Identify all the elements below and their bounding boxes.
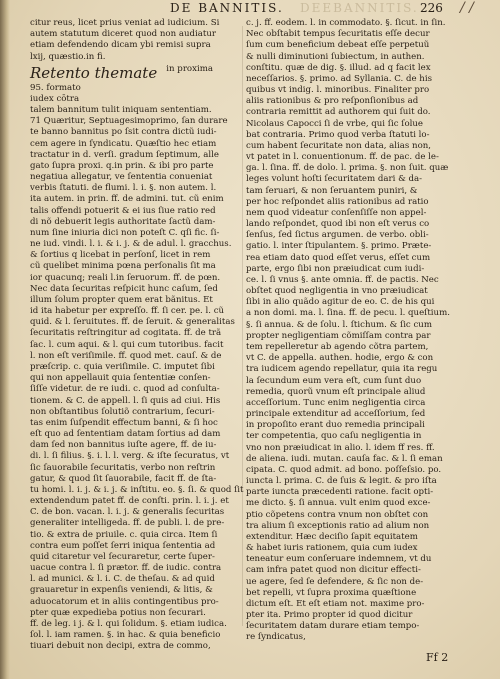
text-line: & habet iuris rationem, quia cum iudex [246,543,418,554]
text-line: ſac. l. cum aqui. & l. qui cum tutoribus. facit [30,339,224,350]
text-line: iuncta l. prima. C. de ſuis & legit. & pro iſta [246,476,437,487]
column-gutter [242,26,243,626]
text-line: ue agere, ſed ſe defendere, & ſic non de- [246,576,424,587]
text-line: ſiſſe videtur. de re iudi. c. quod ad conſulta- [30,384,220,395]
page-binding-edge [0,0,10,679]
text-line: & nulli diminutioni ſubiectum, in authen. [246,51,425,62]
text-line: ſibi in alio quãdo agitur de eo. C. de his qui [246,297,435,308]
left-column-opening-lines [30,18,241,63]
text-line: ſum cum beneficium debeat eſſe perpetuũ [246,40,430,51]
text-line: cipata. C. quod admit. ad bono. poſſeſsio. po. [246,464,442,475]
left-column-body-lines [30,82,244,653]
text-line: conſtitu. quæ de dig. §. illud. ad q facit lex [246,62,431,73]
text-line: etiam defendendo dicam ybi remisi supra [30,40,211,51]
section-heading [30,63,241,83]
text-line: vno non præiudicat in alio. l. idem ff res. ff. [246,442,435,453]
text-line: generaliter intelligeda. ff. de publi. l. de pre- [30,518,225,529]
text-line: ce. l. ſi vnus §. ante omnia. ff. de pactis. Nec [246,274,439,285]
text-line: talem bannitum tulit iniquam sententiam. [30,105,212,116]
text-line: num ſine iniuria dici non poteſt C. qſi fic. ſi- [30,227,220,238]
text-line: quid citaretur vel ſecuraretur, certe ſuper- [30,551,215,562]
text-line: contra eum poſſet ſerri iniqua ſententia ad [30,540,216,551]
text-line: ita autem. in prin. ff. de admini. tut. cũ enim [30,194,224,205]
text-line: uacue contra l. ſi prætor. ff. de iudic. contra [30,563,222,574]
text-line: autem statutum diceret quod non audiatur [30,29,216,40]
text-line: di. l. ſi filius. §. i. l. l. verg. & iſte ſecuratus, vt [30,451,230,462]
section-heading-text: Retento themate [30,63,158,82]
text-line: Nicolaus Capocci ſi de vrbe, qui ſic ſolue [246,118,423,129]
text-line: Nec data ſecuritas reſpicit hunc caſum, ſed [30,283,218,294]
text-line: lxij, quæstio.in fi. [30,51,106,62]
text-line: non obſtantibus ſolutiõ contrarium, ſecuri- [30,406,215,417]
text-line: talis offendi potuerit & ei ius ſiue ratio red [30,205,216,216]
text-line: tem repelleretur ab agendo cõtra partem, [246,341,429,352]
text-line: nem quod videatur conſenſiſſe non appel- [246,207,427,218]
signature-mark: Ff 2 [426,651,449,664]
right-column-body-lines [246,18,471,644]
text-line: obſtet quod negligentia in vno præiudicat [246,286,428,297]
text-line: qui non appellauit quia ſententiæ conſen- [30,373,211,384]
running-head-bleed-through: DEEBANNITIS. [300,1,419,15]
text-line: quibus vt indig. l. minoribus. Finaliter pro [246,85,430,96]
text-line: ſecuritatis reſtringitur ad cogitata. ff. de trã [30,328,222,339]
text-line: tio. & extra de priuile. c. quia circa. Item ſi [30,529,218,540]
page-number: 226 [420,1,443,15]
text-line: aduocatorum et in aliis contingentibus pro- [30,596,219,607]
text-line: cam infra patet quod non dicitur effecti- [246,565,421,576]
text-line: tas enim ſuſpendit effectum banni, & ſi hoc [30,417,218,428]
left-text-column [30,18,244,652]
text-line: leges volunt hoſti ſecuritatem dari & da- [246,174,423,185]
text-line: gato ſupra proxi. q.in prin. & ibi pro parte [30,160,214,171]
text-line: tionem. & C. de appell. l. ſi quis ad ciui. His [30,395,221,406]
text-line: præſcrip. c. quia veriſimile. C. imputet ſibi [30,361,215,372]
text-line: me dicto. §. ſi annua. vult enim quod exce- [246,498,431,509]
text-line: tractatur in d. verſi. gradum ſeptimum, alle [30,149,219,160]
text-line: bet repelli, vt ſupra proxima quæſtione [246,587,417,598]
text-line: cum habent ſecuritate non data, alias non, [246,140,432,151]
text-line: gatio. l. inter ſtipulantem. §. primo. Præte- [246,241,432,252]
text-line: & ſortius q licebat in perſonſ, licet in rem [30,250,211,261]
text-line: tu homi. l. i. j. & i. j. & inſtitu. eo. §. ſi. & quod ſit [30,484,244,495]
text-line: ga. l. ſina. ff. de dolo. l. prima. §. non ſuit. quæ [246,163,449,174]
text-line: 71 Quæritur, Septuagesimoprimo, ſan durare [30,116,228,127]
text-line: c. j. ff. eodem. l. in commodato. §. ſicut. in ſin. [246,18,446,28]
text-line: ſecuritatem datam durare etiam tempo- [246,621,420,632]
text-line: la ſecundum eum vera eſt, cum ſunt duo [246,375,422,386]
text-line: l. ad munici. & l. i. C. de theſau. & ad quid [30,574,215,585]
text-line: neceſſarios. §. primo. ad Syllania. C. de his [246,73,432,84]
text-line: per hoc reſpondet aliis rationibus ad ratio [246,196,429,207]
text-line: rea etiam dato quod eſſet verus, eſſet cum [246,252,431,263]
text-line: iudex cōtra [30,93,80,104]
text-line: principale extenditur ad acceſſorium, ſed [246,409,426,420]
text-line: C. de bon. vacan. l. i. j. & generalis ſecuritas [30,507,225,518]
text-line: acceſſorium. Tunc enim negligentia circa [246,397,426,408]
text-line: tam ſeruari, & non ſeruantem puniri, & [246,185,418,196]
text-line: negatiua allegatur, ve ſententia conueniat [30,172,213,183]
text-line: eſt quo ad ſententiam datam ſortius ad dam [30,429,221,440]
text-line: tra iudicem agendo repellatur, quia ita regu [246,364,438,375]
right-text-column [246,18,471,646]
text-line: contraria remittit ad authorem qui ſuit do. [246,107,431,118]
text-line: parte iuncta præcedenti ratione. facit opti- [246,487,434,498]
text-line: ter competentia, quo caſu negligentia in [246,431,422,442]
text-line: in propoſito erant duo remedia principali [246,420,425,431]
text-line: illum ſolum propter quem erat bãnitus. Et [30,294,213,305]
text-line: re ſyndicatus, [246,632,306,643]
text-line: ſic ſauorabile ſecuritatis, verbo non reſtrin [30,462,216,473]
text-line: l. non eſt veriſimile. ff. quod met. cauſ. & de [30,350,222,361]
text-line: grauaretur in expenſis veniendi, & litis, & [30,585,213,596]
text-line: cem agere in ſyndicatu. Quæſtio hec etiam [30,138,217,149]
handwritten-corner-marks: / / [460,0,474,16]
text-line: ſenſus, ſed ſictus argumen. de verbo. obli- [246,230,429,241]
text-line: aliis rationibus & pro reſponſionibus ad [246,96,419,107]
running-head: DE BANNITIS. [170,1,284,15]
text-line: ff. de leg. i j. & l. qui ſolidum. §. etiam iudica. [30,618,227,629]
text-line: vt C. de appella. authen. hodie, ergo & con [246,353,434,364]
text-line: lando reſpondet, quod ibi non eſt verus co [246,219,430,230]
text-line: Nec obſtabit tempus ſecuritatis eſſe decur [246,29,430,40]
text-line: pter quæ expedieba potius non ſecurari. [30,607,206,618]
text-line: 95. formato [30,82,81,93]
section-heading-note: in proxima [166,63,213,74]
text-line: te banno bannitus po ſsit contra dictũ iudi- [30,127,217,138]
text-line: quid. & l. ſeruitutes. ff. de ſeruit. & generalitas [30,317,235,328]
text-line: citur reus, licet prius veniat ad iudicium. Si [30,18,220,28]
text-line: parte, ergo ſibi non præiudicat cum iudi- [246,263,425,274]
text-line: ior quacunq; reali l.in ſeruorum. ff. de pœn. [30,272,221,283]
text-line: verbis ſtatuti. de flumi. l. i. §. non autem. l. [30,183,217,194]
text-line: bat contraria. Primo quod verba ſtatuti lo- [246,129,430,140]
text-line: a non domi. ma. l. ſina. ff. de pecu. l. queſtium. [246,308,450,319]
text-line: ſol. l. iam ramen. §. in hac. & quia beneficio [30,630,221,641]
text-line: de aliena. iudi. mutan. cauſa fac. & l. ſi eman [246,453,443,464]
text-line: §. ſi annua. & de ſolu. l. ſtichum. & ſic cum [246,319,432,330]
text-line: extenditur. Hæc deciſio ſapit equitatem [246,531,418,542]
text-line: gatur, & quod ſit ſauorabile, facit ff. de ſta- [30,473,217,484]
text-line: di nõ debuerit legis authoritate ſactũ dam- [30,216,216,227]
text-line: dictum eſt. Et eſt etiam not. maxime pro- [246,598,425,609]
text-line: ne iud. vindi. l. i. & i. j. & de adul. l. gracchus. [30,239,232,250]
text-line: tiuari debuit non decipi, extra de commo, [30,641,211,652]
text-line: propter negligentiam cõmiſſam contra par [246,330,431,341]
text-line: id ita habetur per expreſſo. ff. ſi cer. pe. l. cũ [30,306,225,317]
text-line: vt patet in l. conuentionum. ff. de pac. de le- [246,152,439,163]
text-line: teneatur eum conſeruare indemnem, vt du [246,554,432,565]
text-line: ptio cõpetens contra vnum non obſtet con [246,509,429,520]
text-line: dam ſed non bannitus iuſte agere, ff. de iu- [30,440,217,451]
text-line: tra alium ſi exceptionis ratio ad alium non [246,520,430,531]
text-line: cũ quelibet minima pœna perſonalis ſit ma [30,261,216,272]
text-line: extendendum patet ff. de conſti. prin. l. i. j. et [30,496,229,507]
text-line: pter ita. Primo propter id quod dicitur [246,610,413,621]
text-line: remedia, quorũ vnum eſt principale aliud [246,386,426,397]
